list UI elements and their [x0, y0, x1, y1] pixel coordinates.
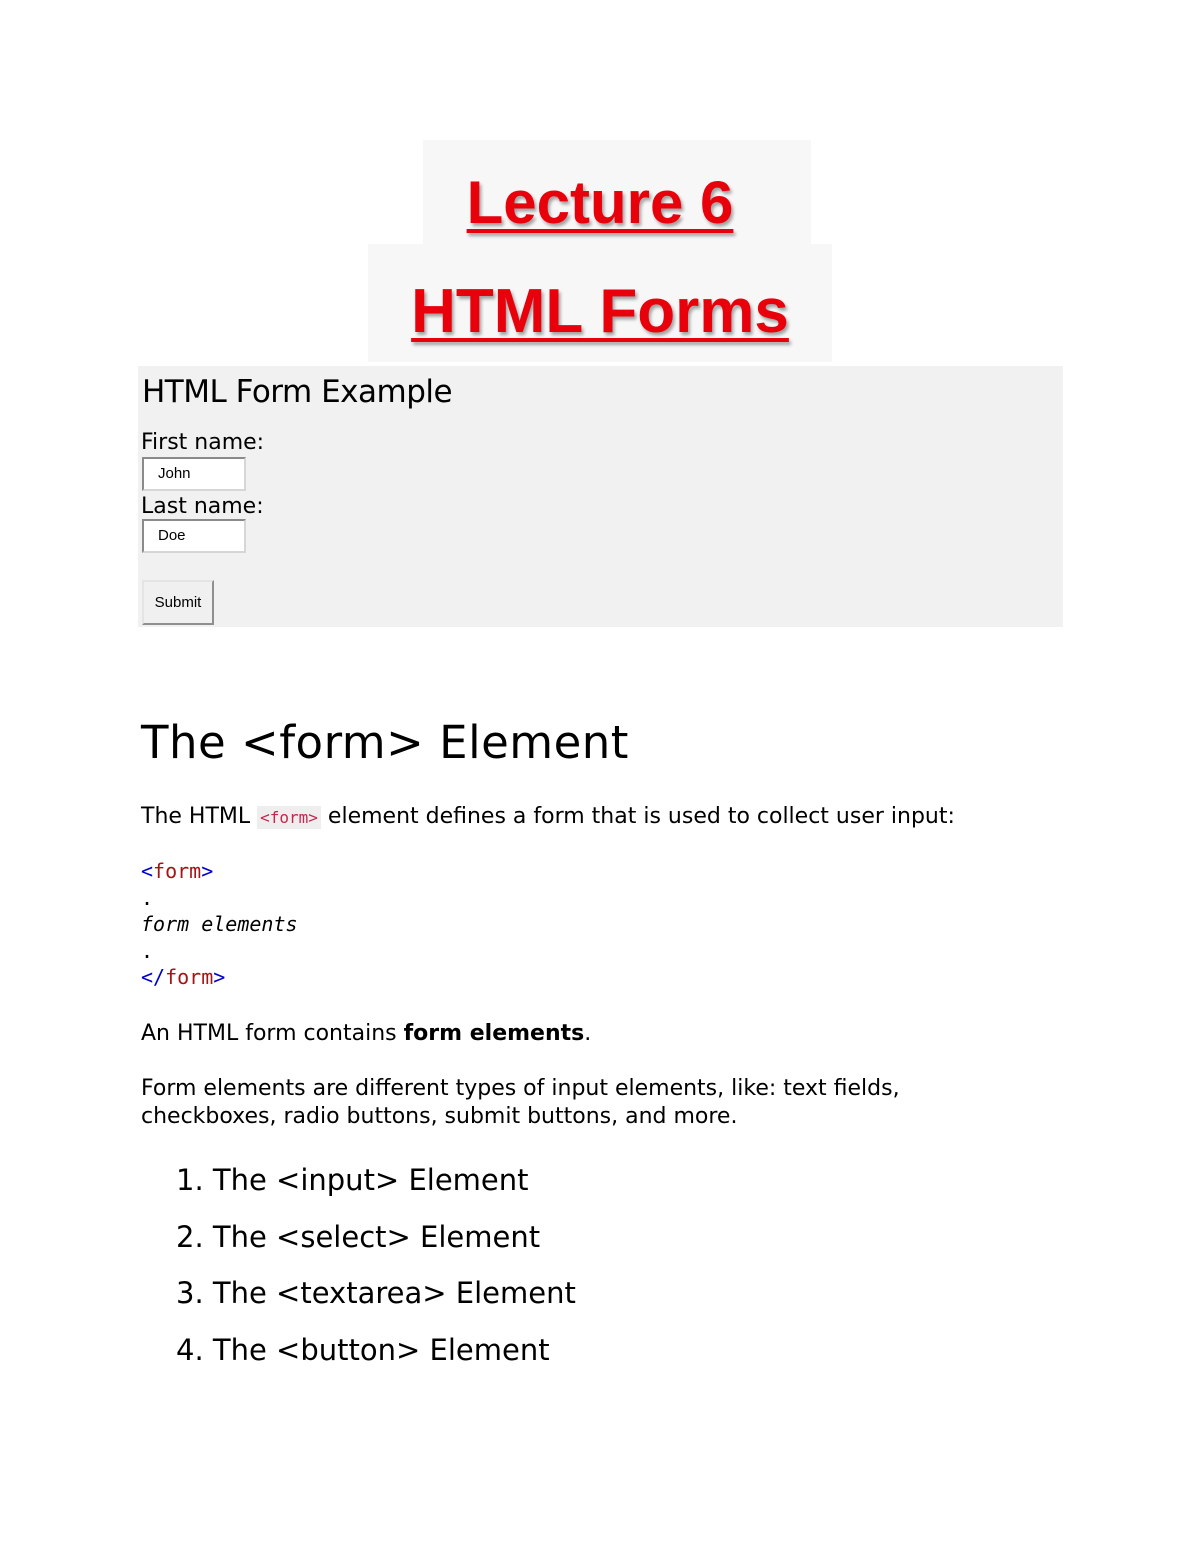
code-bracket: </	[141, 965, 166, 989]
code-tag-name: form	[165, 965, 214, 989]
contains-period: .	[584, 1021, 592, 1046]
code-body-line: form elements	[141, 912, 298, 936]
form-code-example	[141, 858, 298, 991]
inline-form-code: <form>	[257, 806, 321, 829]
types-line-2: checkboxes, radio buttons, submit buttons, and more.	[141, 1104, 738, 1129]
code-dot-line: .	[141, 885, 154, 910]
types-line-1: Form elements are different types of input elements, like: text fields,	[141, 1076, 900, 1101]
code-bracket: >	[201, 859, 214, 883]
code-tag-name: form	[153, 859, 202, 883]
intro-text-start: The HTML	[141, 804, 258, 829]
form-intro-paragraph	[141, 803, 955, 832]
contains-bold-text: form elements	[403, 1021, 585, 1046]
form-contains-paragraph	[141, 1020, 591, 1048]
list-item: 1. The <input> Element	[176, 1163, 529, 1197]
form-types-paragraph	[141, 1075, 900, 1131]
code-open-tag-line	[141, 858, 298, 885]
lecture-title: Lecture 6	[466, 169, 734, 236]
last-name-label: Last name:	[141, 494, 264, 519]
code-bracket: >	[213, 965, 226, 989]
intro-text-end: element defines a form that is used to collect user input:	[320, 804, 955, 829]
html-form-example-panel	[138, 366, 1063, 627]
first-name-input[interactable]: John	[142, 457, 246, 491]
last-name-input[interactable]: Doe	[142, 519, 246, 553]
code-bracket: <	[141, 859, 154, 883]
submit-button[interactable]: Submit	[142, 580, 214, 625]
form-example-heading: HTML Form Example	[142, 374, 453, 410]
list-item: 3. The <textarea> Element	[176, 1276, 576, 1310]
list-item: 4. The <button> Element	[176, 1332, 550, 1367]
code-close-tag-line	[141, 964, 298, 991]
form-element-heading: The <form> Element	[141, 716, 629, 769]
list-item: 2. The <select> Element	[176, 1219, 541, 1254]
code-dot-line: .	[141, 938, 154, 963]
contains-text: An HTML form contains	[141, 1021, 404, 1046]
form-elements-list	[176, 1160, 576, 1386]
first-name-label: First name:	[141, 430, 265, 455]
topic-title: HTML Forms	[411, 277, 789, 346]
